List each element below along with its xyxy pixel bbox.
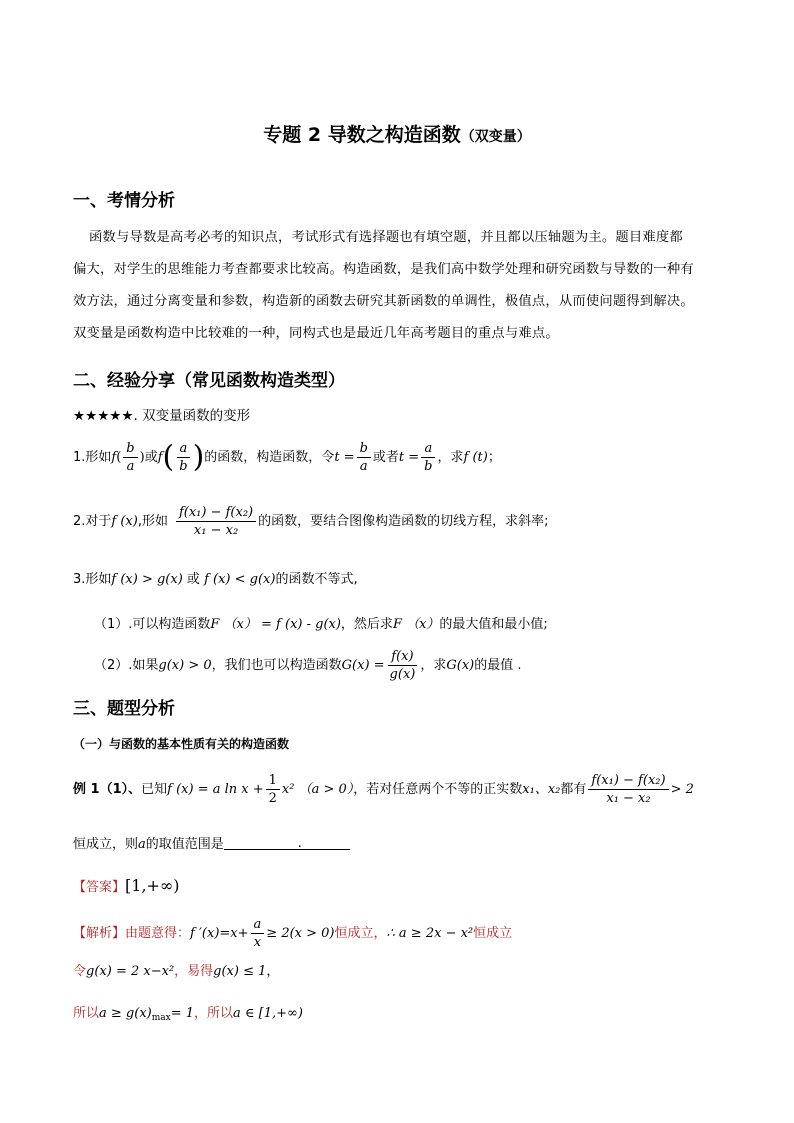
item-3: 3.形如f (x) > g(x) 或 f (x) < g(x)的函数不等式, [73,572,358,587]
answer-blank: . [224,835,350,850]
section-heading-3: 三、题型分析 [73,699,175,719]
analysis-line: 【解析】由题意得：f ′(x)=x+ $\frac{a}{x}$ ≥ 2(x > 0)恒成立，∴ a ≥ 2x − x²恒成立 [73,917,513,950]
example-1-line-2: 恒成立，则a的取值范围是 . [73,833,350,852]
section-heading-1: 一、考情分析 [73,191,175,211]
item-2: 2.对于f (x),形如 $\frac{\text{f(x₁) − f(x₂)}}{\text{x₁ − x₂}}$ 的函数，要结合图像构造函数的切线方程，求斜率; [73,505,549,538]
title-main: 专题 2 导数之构造函数 [263,124,461,146]
item-1-tail: 的函数，构造函数，令 [204,450,335,465]
answer-value: [1,+∞) [125,876,180,895]
example-1: 例 1（1）、已知f (x) = a ln x + $\frac{1}{2}$ x² （a > 0），若对任意两个不等的正实数x₁、x₂都有 $\frac{\text{f(x₁) − f(x₂)}}{\text{x₁ − x₂}}$ > 2 [73,773,694,806]
page-title [0,120,794,147]
item-1: 1.形如f( $\frac{b}{a}$ )或f( $\frac{a}{b}$ )的函数，构造函数，令t = $\frac{b}{a}$ 或者t = $\frac{a}{b}$ ，求f (t)； [73,439,501,475]
stars-heading: ★★★★★. 双变量函数的变形 [73,408,251,424]
example-label: 例 1（1）、 [73,782,142,797]
difference-quotient: $\frac{\text{f(x₁) − f(x₂)}}{\text{x₁ − x₂}}$ [176,504,256,539]
item-1-f: f [111,450,117,465]
section-heading-2: 二、经验分享（常见函数构造类型） [73,371,345,391]
type-heading-1: （一）与函数的基本性质有关的构造函数 [73,737,290,751]
title-sub: （双变量） [460,129,531,145]
answer-label: 【答案】 [73,880,126,895]
item-3-sub-2: （2）.如果g(x) > 0，我们也可以构造函数G(x) = $\frac{f(x)}{g(x)}$ ，求G(x)的最值 . [94,649,522,682]
item-1-ft: f (t) [463,450,488,465]
item-1-prefix: 1.形如 [73,450,112,465]
fraction-a-over-b: $\frac{a}{b}$ [176,440,190,475]
item-3-sub-1: （1）.可以构造函数F （x） = f (x) - g(x)，然后求F （x）的最大值和最小值; [94,617,548,632]
intro-line-1: 函数与导数是高考必考的知识点，考试形式有选择题也有填空题，并且都以压轴题为主。题目难度都 [89,230,683,245]
answer-line [73,876,180,895]
intro-line-3: 效方法，通过分离变量和参数，构造新的函数去研究其新函数的单调性，极值点，从而使问题得到解决。 [73,294,694,309]
item-1-or: 或 [144,450,158,465]
line-final: 所以$a \ge g(x)_{max}= 1$，所以a ∈ [1,+∞) [73,1006,303,1023]
fraction-b-over-a: $\frac{b}{a}$ [123,440,137,475]
item-2-tail: 的函数，要结合图像构造函数的切线方程，求斜率; [258,514,549,529]
intro-paragraph [73,222,729,350]
line-let-g: 令g(x) = 2 x−x²，易得g(x) ≤ 1， [73,964,280,979]
intro-line-2: 偏大，对学生的思维能力考查都要求比较高。构造函数，是我们高中数学处理和研究函数与导数的一种有 [73,262,694,277]
intro-line-4: 双变量是函数构造中比较难的一种，同构式也是最近几年高考题目的重点与难点。 [73,326,559,341]
